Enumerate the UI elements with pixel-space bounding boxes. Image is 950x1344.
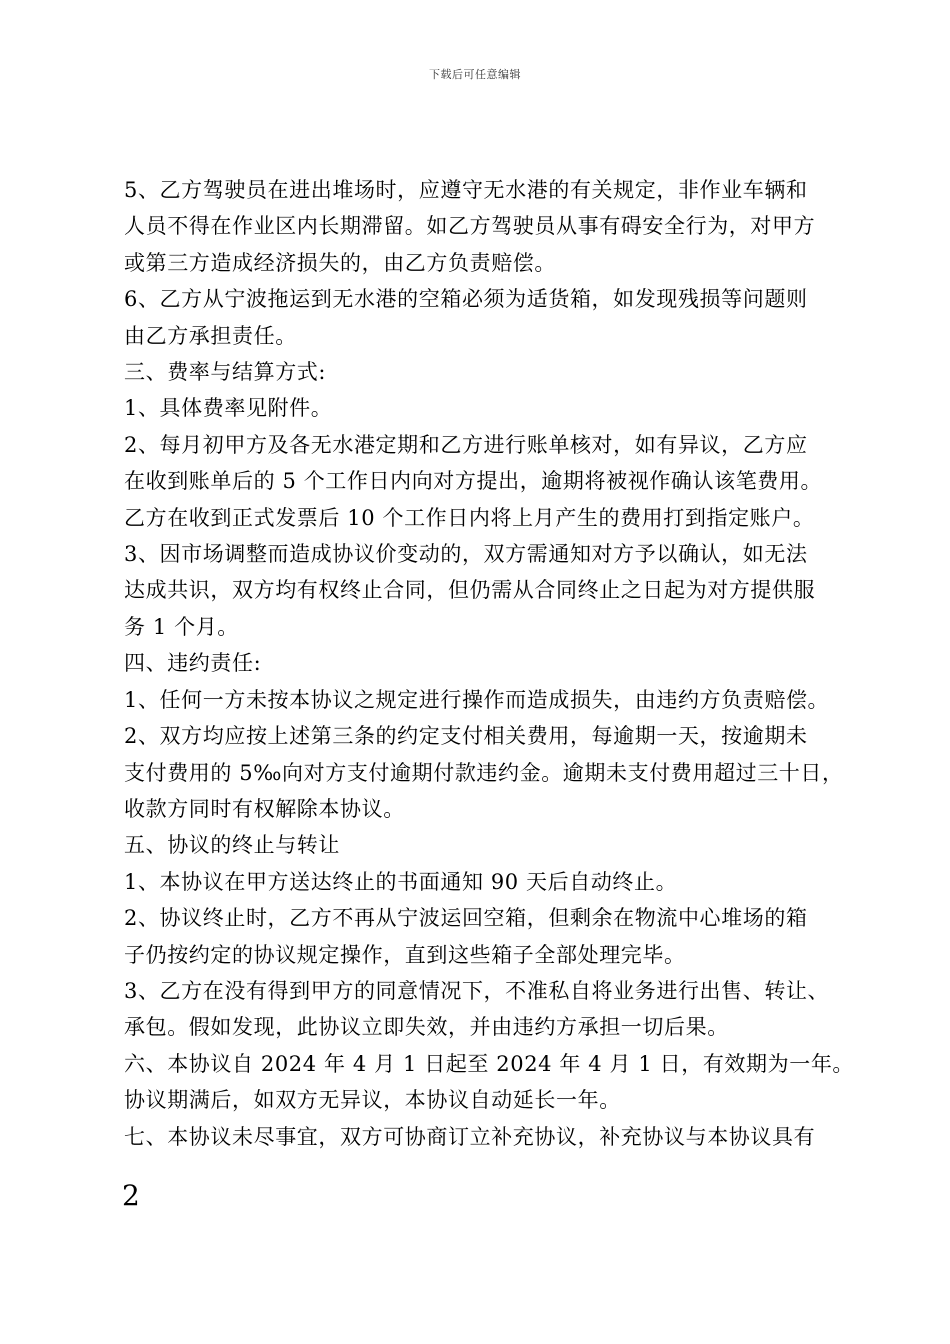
body-line: 乙方在收到正式发票后 10 个工作日内将上月产生的费用打到指定账户。: [124, 505, 815, 530]
document-body: [124, 172, 855, 1155]
body-line: 协议期满后，如双方无异议，本协议自动延长一年。: [124, 1088, 621, 1113]
header-note: 下载后可任意编辑: [429, 68, 521, 81]
body-line: 收款方同时有权解除本协议。: [124, 796, 405, 821]
body-line: 1、任何一方未按本协议之规定进行操作而造成损失，由违约方负责赔偿。: [124, 687, 830, 712]
body-line: 3、因市场调整而造成协议价变动的，双方需通知对方予以确认，如无法: [124, 542, 808, 567]
body-line: 3、乙方在没有得到甲方的同意情况下，不准私自将业务进行出售、转让、: [124, 978, 830, 1003]
body-line: 1、具体费率见附件。: [124, 396, 333, 421]
body-line: 由乙方承担责任。: [124, 323, 297, 348]
body-line: 六、本协议自 2024 年 4 月 1 日起至 2024 年 4 月 1 日，有效期为一年。: [124, 1051, 855, 1076]
body-line: 达成共识，双方均有权终止合同，但仍需从合同终止之日起为对方提供服: [124, 578, 816, 603]
body-line: 1、本协议在甲方送达终止的书面通知 90 天后自动终止。: [124, 869, 678, 894]
body-line: 七、本协议未尽事宜，双方可协商订立补充协议，补充协议与本协议具有: [124, 1124, 816, 1149]
section-heading: 五、协议的终止与转让: [124, 833, 340, 858]
body-line: 2、双方均应按上述第三条的约定支付相关费用，每逾期一天，按逾期未: [124, 724, 808, 749]
page-number: 2: [122, 1179, 140, 1212]
body-line: 子仍按约定的协议规定操作，直到这些箱子全部处理完毕。: [124, 942, 686, 967]
body-line: 承包。假如发现，此协议立即失效，并由违约方承担一切后果。: [124, 1015, 729, 1040]
body-line: 5、乙方驾驶员在进出堆场时，应遵守无水港的有关规定，非作业车辆和: [124, 178, 808, 202]
body-line: 务 1 个月。: [124, 614, 239, 639]
body-line: 2、协议终止时，乙方不再从宁波运回空箱，但剩余在物流中心堆场的箱: [124, 906, 808, 931]
body-line: 或第三方造成经济损失的，由乙方负责赔偿。: [124, 250, 556, 275]
body-line: 支付费用的 5‰向对方支付逾期付款违约金。逾期未支付费用超过三十日，: [124, 760, 844, 785]
section-heading: 四、违约责任:: [124, 651, 262, 676]
section-heading: 三、费率与结算方式:: [124, 360, 327, 385]
body-line: 2、每月初甲方及各无水港定期和乙方进行账单核对，如有异议，乙方应: [124, 432, 808, 457]
body-line: 在收到账单后的 5 个工作日内向对方提出，逾期将被视作确认该笔费用。: [124, 469, 823, 494]
body-line: 6、乙方从宁波拖运到无水港的空箱必须为适货箱，如发现残损等问题则: [124, 287, 808, 312]
body-line: 人员不得在作业区内长期滞留。如乙方驾驶员从事有碍安全行为，对甲方: [124, 214, 816, 239]
